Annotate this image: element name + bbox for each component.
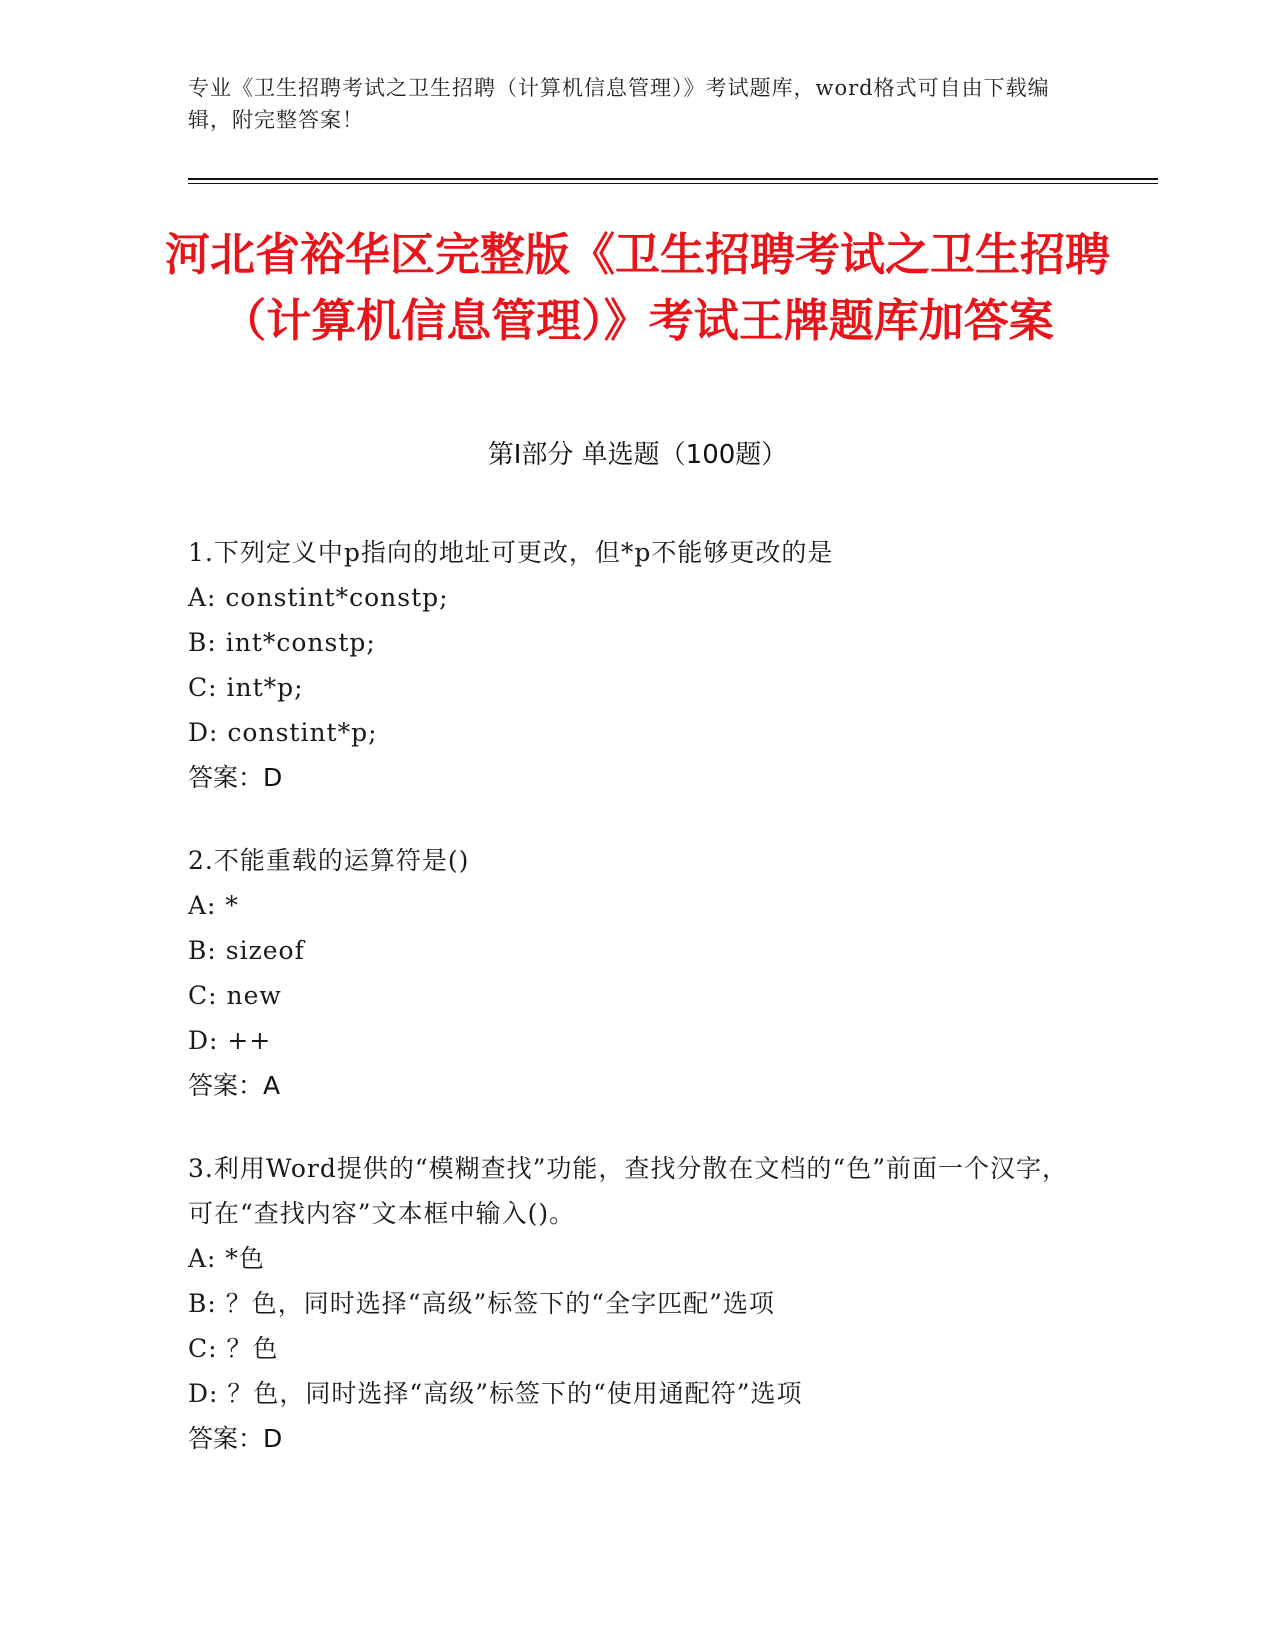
answer-line: 答案：A: [188, 1071, 281, 1100]
option-c: C: new: [188, 981, 282, 1010]
answer-line: 答案：D: [188, 1424, 283, 1453]
document-title: 河北省裕华区完整版《卫生招聘考试之卫生招聘（计算机信息管理）》考试王牌题库加答案: [164, 228, 1110, 347]
option-b: B: sizeof: [188, 936, 305, 965]
answer-line: 答案：D: [188, 763, 283, 792]
header-divider-thin: [188, 183, 1158, 184]
header-divider-thick: [188, 178, 1158, 180]
question-stem: 2.不能重载的运算符是(): [188, 846, 470, 875]
option-b: B: ？色，同时选择“高级”标签下的“全字匹配”选项: [188, 1289, 775, 1318]
section-heading: 第Ⅰ部分 单选题（100题）: [487, 440, 788, 470]
question-1: [188, 530, 1088, 800]
question-2: [188, 838, 1088, 1108]
option-a: A: *: [188, 891, 239, 920]
question-3: [188, 1146, 1088, 1461]
question-stem: 3.利用Word提供的“模糊查找”功能，查找分散在文档的“色”前面一个汉字，可在“查找内容”文本框中输入()。: [188, 1154, 1068, 1228]
question-list: [188, 530, 1088, 1499]
option-a: A: *色: [188, 1244, 265, 1273]
option-a: A: constint*constp;: [188, 583, 449, 612]
question-stem: 1.下列定义中p指向的地址可更改，但*p不能够更改的是: [188, 538, 834, 567]
option-c: C: ？色: [188, 1334, 279, 1363]
option-c: C: int*p;: [188, 673, 304, 702]
option-b: B: int*constp;: [188, 628, 376, 657]
option-d: D: ？色，同时选择“高级”标签下的“使用通配符”选项: [188, 1379, 803, 1408]
header-note: 专业《卫生招聘考试之卫生招聘（计算机信息管理）》考试题库，word格式可自由下载编辑，附完整答案！: [188, 76, 1050, 132]
option-d: D: ++: [188, 1026, 272, 1055]
option-d: D: constint*p;: [188, 718, 378, 747]
